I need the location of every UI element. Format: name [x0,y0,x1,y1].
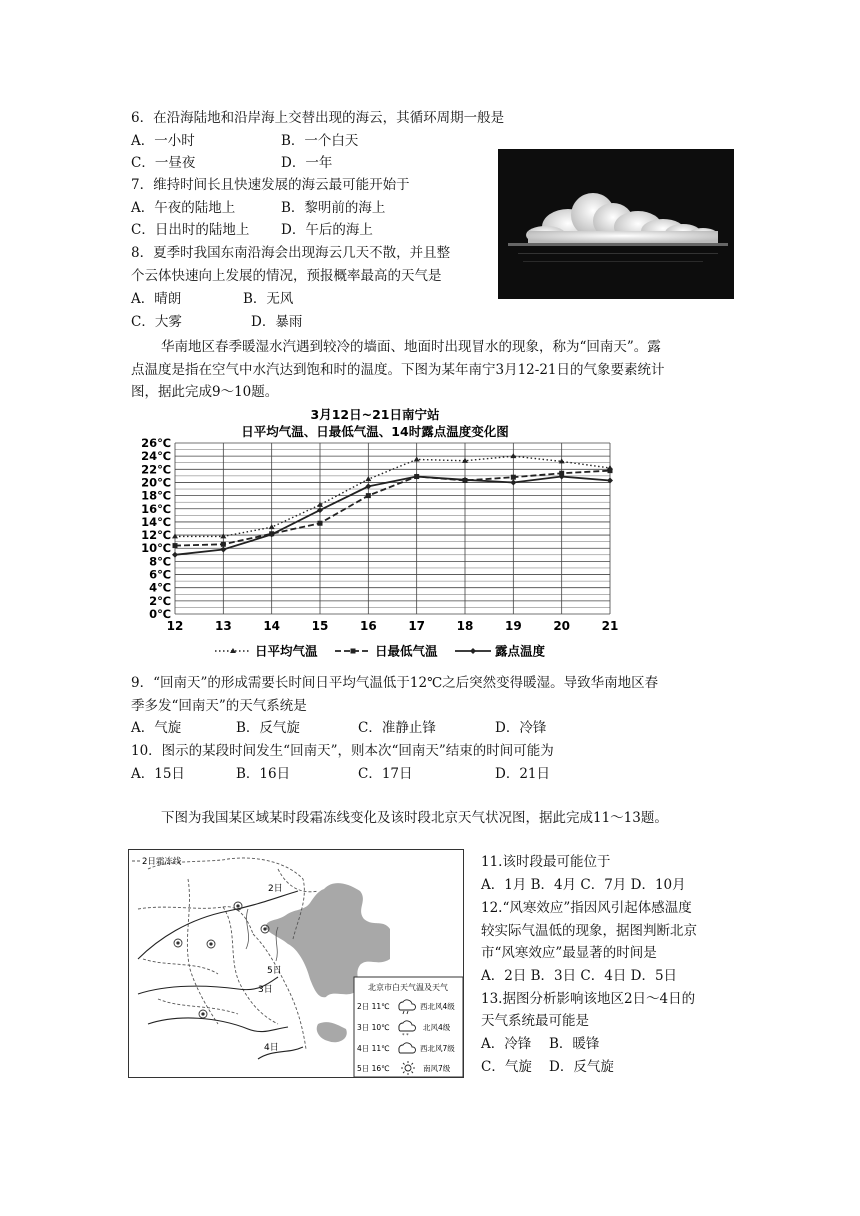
q9-stem-line2: 季多发“回南天”的天气系统是 [131,698,307,714]
data-point [510,479,516,485]
intro1-line1: 华南地区春季暖湿水汽遇到较冷的墙面、地面时出现冒水的现象，称为“回南天”。露 [161,339,661,355]
data-point [511,475,516,480]
frost-line-map [128,849,464,1078]
y-tick-label: 22℃ [141,462,171,477]
y-tick-label: 12℃ [141,528,171,543]
x-tick-label: 12 [166,619,184,633]
weather-day-2: 2日 11℃ [357,1002,390,1011]
chart-subtitle: 日平均气温、日最低气温、14时露点温度变化图 [241,424,509,439]
q12-options: A．2日 B．3日 C．4日 D．5日 [481,968,678,984]
line-label-4: 4日 [264,1043,279,1053]
q8-stem-line1: 8．夏季时我国东南沿海会出现海云几天不散，并且整 [131,245,451,261]
q9-option-a: A．气旋 [131,720,182,736]
y-tick-label: 24℃ [141,449,171,464]
y-tick-label: 10℃ [141,541,171,556]
intro1-line3: 图，据此完成9～10题。 [131,384,279,400]
y-tick-label: 18℃ [141,488,171,503]
series-line-0 [175,456,610,536]
chart-title: 3月12日~21日南宁站 [310,407,440,422]
q9-stem-line1: 9．“回南天”的形成需要长时间日平均气温低于12℃之后突然变得暖湿。导致华南地区春 [131,675,659,691]
weather-inset-title: 北京市白天气温及天气 [368,983,448,992]
q13-option-c: C．气旋 [481,1059,532,1075]
data-point [172,552,178,558]
q11-options: A．1月 B．4月 C．7月 D．10月 [481,877,686,893]
q8-option-d: D．暴雨 [251,314,303,330]
series-line-2 [175,477,610,555]
q6-option-b: B．一个白天 [281,133,359,149]
q6-stem: 6．在沿海陆地和沿岸海上交替出现的海云，其循环周期一般是 [131,110,505,126]
q10-option-d: D．21日 [495,766,551,782]
svg-text:* *: * * [402,1033,409,1039]
data-point [365,476,371,481]
frost-legend-label: 2日霜冻线 [142,857,182,867]
q13-stem-line2: 天气系统最可能是 [481,1013,589,1029]
q12-stem-line1: 12.“风寒效应”指因风引起体感温度 [481,900,692,916]
q12-stem-line3: 市“风寒效应”最显著的时间是 [481,945,657,961]
q9-option-c: C．准静止锋 [358,720,436,736]
x-tick-label: 18 [456,619,474,633]
q13-option-d: D．反气旋 [549,1059,614,1075]
x-tick-label: 14 [263,619,281,633]
weather-wind-5: 南风7级 [423,1064,451,1073]
data-point [269,524,275,529]
line-label-2: 2日 [268,884,283,894]
weather-wind-2: 西北风4级 [420,1002,455,1011]
data-point [608,468,613,473]
x-tick-label: 19 [504,619,522,633]
weather-wind-4: 西北风7级 [420,1044,455,1053]
q7-option-d: D．午后的海上 [281,222,373,238]
q8-option-b: B．无风 [243,291,294,307]
data-point [365,483,371,489]
q7-option-b: B．黎明前的海上 [281,200,386,216]
data-point [318,521,323,526]
y-tick-label: 4℃ [149,580,171,595]
q8-option-a: A．晴朗 [131,291,182,307]
weather-day-3: 3日 10℃ [357,1023,390,1032]
q7-option-a: A．午夜的陆地上 [131,200,236,216]
intro2: 下图为我国某区域某时段霜冻线变化及该时段北京天气状况图，据此完成11～13题。 [161,810,668,826]
data-point [220,547,226,553]
y-tick-label: 0℃ [149,607,171,621]
y-tick-label: 2℃ [149,593,171,608]
q13-option-b: B．暖锋 [549,1036,600,1052]
q7-option-c: C．日出时的陆地上 [131,222,250,238]
sea-cloud-photo [498,149,734,299]
weather-wind-3: 北风4级 [423,1023,451,1032]
legend-label: 露点温度 [495,643,546,659]
weather-day-5: 5日 16℃ [357,1064,390,1073]
q10-option-c: C．17日 [358,766,413,782]
q12-stem-line2: 较实际气温低的现象，据图判断北京 [481,923,697,939]
x-tick-label: 15 [311,619,329,633]
nanning-weather-chart [125,405,625,665]
data-point [414,456,420,461]
y-tick-label: 26℃ [141,436,171,450]
y-tick-label: 6℃ [149,567,171,582]
legend-label: 日平均气温 [255,643,318,659]
y-tick-label: 20℃ [141,475,171,490]
data-point [317,507,323,513]
q7-stem: 7．维持时间长且快速发展的海云最可能开始于 [131,177,410,193]
q8-stem-line2: 个云体快速向上发展的情况，预报概率最高的天气是 [131,268,442,284]
q10-stem: 10．图示的某段时间发生“回南天”，则本次“回南天”结束的时间可能为 [131,743,554,759]
y-tick-label: 8℃ [149,554,171,569]
line-label-3: 3日 [258,985,273,995]
x-tick-label: 21 [601,619,619,633]
q6-option-c: C．一昼夜 [131,155,196,171]
line-label-5: 5日 [267,966,282,976]
q9-option-d: D．冷锋 [495,720,547,736]
data-point [366,493,371,498]
legend-marker [351,649,356,654]
q11-stem: 11.该时段最可能位于 [481,854,611,870]
x-tick-label: 16 [359,619,377,633]
data-point [220,533,226,538]
intro1-line2: 点温度是指在空气中水汽达到饱和时的温度。下图为某年南宁3月12-21日的气象要素统计 [131,362,665,378]
y-tick-label: 14℃ [141,514,171,529]
legend-label: 日最低气温 [375,643,438,659]
q9-option-b: B．反气旋 [236,720,300,736]
q10-option-a: A．15日 [131,766,185,782]
data-point [173,543,178,548]
legend-marker [470,648,476,654]
data-point [221,542,226,547]
q8-option-c: C．大雾 [131,314,182,330]
q6-option-a: A．一小时 [131,133,195,149]
q6-option-d: D．一年 [281,155,333,171]
q13-option-a: A．冷锋 [481,1036,532,1052]
x-tick-label: 13 [214,619,232,633]
weather-day-4: 4日 11℃ [357,1044,390,1053]
q13-stem-line1: 13.据图分析影响该地区2日～4日的 [481,991,696,1007]
x-tick-label: 17 [408,619,426,633]
x-tick-label: 20 [553,619,571,633]
y-tick-label: 16℃ [141,501,171,516]
q10-option-b: B．16日 [236,766,291,782]
data-point [172,533,178,538]
